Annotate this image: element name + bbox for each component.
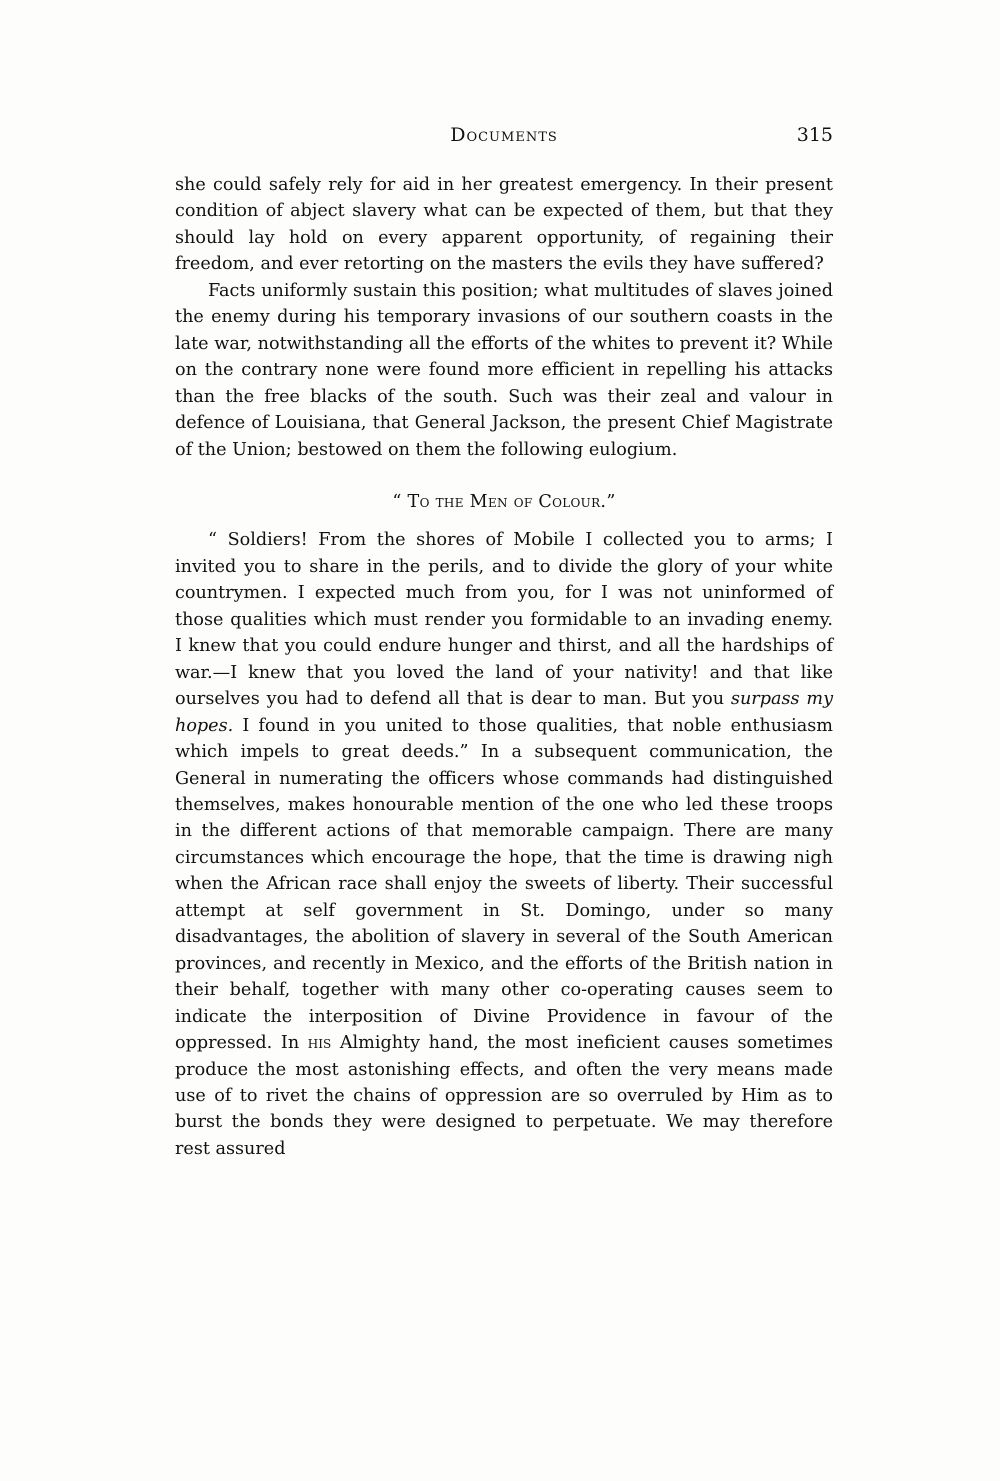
page-number: 315 bbox=[796, 124, 833, 146]
paragraph-3-emphasis: surpass my hopes. bbox=[175, 689, 834, 736]
paragraph-1: she could safely rely for aid in her greatest emergency. In their present condition of abject slavery what can be expected of them, but that they should lay hold on every apparent opportunity, of regaining their freedom, and ever retorting on the masters the evils they have suffered? bbox=[175, 175, 833, 275]
section-heading: “ To the Men of Colour.” bbox=[392, 491, 616, 512]
paragraph-2: Facts uniformly sustain this position; what multitudes of slaves joined the enemy during his temporary invasions of our southern coasts in the late war, notwithstanding all the efforts of the whites to prevent it? While on the contrary none were found more efficient in repelling his attacks than the free blacks of the south. Such was their zeal and valour in defence of Louisiana, that General Jackson, the present Chief Magistrate of the Union; bestowed on them the following eulogium. bbox=[175, 280, 833, 460]
running-title: Documents bbox=[450, 124, 558, 146]
paragraph-3-text-a: “ Soldiers! From the shores of Mobile I collected you to arms; I invited you to share in the perils, and to divide the glory of your white countrymen. I expected much from you, for I was not uninformed of those qualities which must render you formidable to an invading enemy. I knew that you could endure hunger and thirst, and all the hardships of war.—I knew that you loved the land of your nativity! and that like ourselves you had to defend all that is dear to man. But you bbox=[175, 530, 833, 710]
body-text bbox=[175, 172, 833, 1162]
paragraph-3-text-b: I found in you united to those qualities, that noble enthusiasm which impels to great deeds.” In a subsequent communication, the General in numerating the officers whose commands had distinguished themselves, makes honourable mention of the one who led these troops in the different actions of that memorable campaign. There are many circumstances which encourage the hope, that the time is drawing nigh when the African race shall enjoy the sweets of liberty. Their successful attempt at self government in St. Domingo, under so many disadvantages, the abolition of slavery in several of the South American provinces, and recently in Mexico, and the efforts of the British nation in their behalf, together with many other co-operating causes seem to indicate the interposition of Divine Providence in favour of the oppressed. In bbox=[175, 715, 833, 1054]
paragraph-3 bbox=[175, 527, 833, 1162]
paragraph-3-small-caps: his bbox=[307, 1033, 332, 1054]
paragraph-3-text-c: Almighty hand, the most ineficient causes sometimes produce the most astonishing effects, and often the very means made use of to rivet the chains of oppression are so overruled by Him as to burst the bonds they were designed to perpetuate. We may therefore rest assured bbox=[175, 1033, 833, 1159]
running-header bbox=[175, 124, 833, 154]
